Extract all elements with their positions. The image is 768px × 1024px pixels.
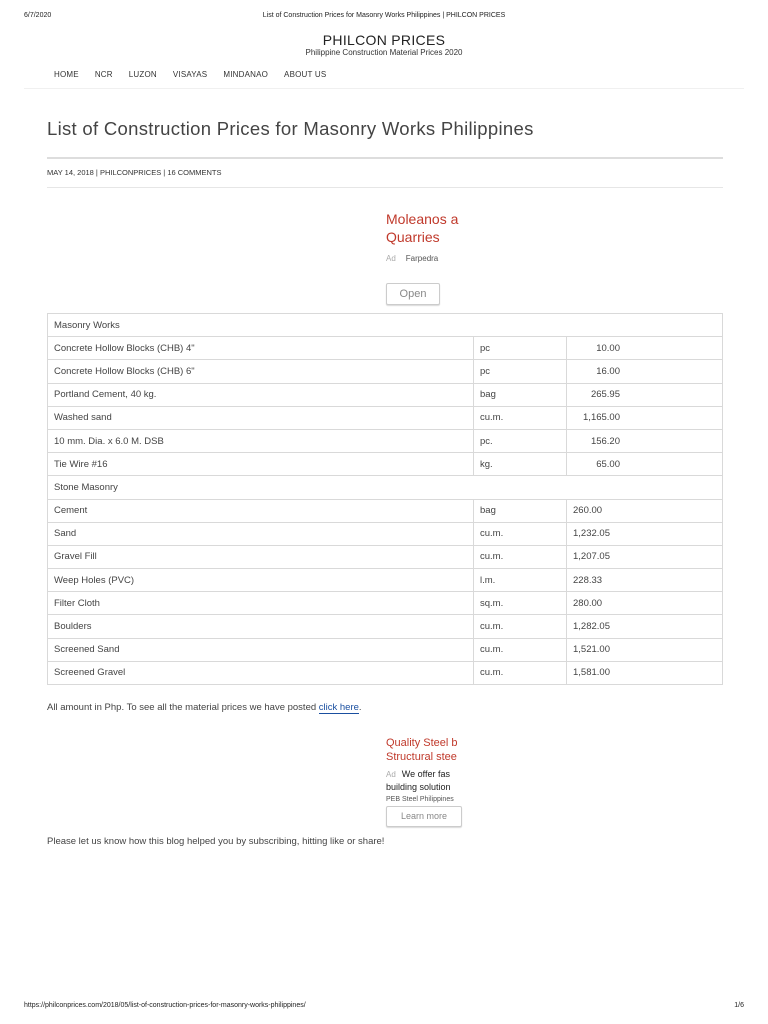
item-name-cell: Screened Gravel (48, 661, 474, 684)
ad-1-label: Ad (386, 254, 396, 263)
main-nav (54, 70, 342, 79)
click-here-link[interactable]: click here (318, 702, 359, 713)
table-row (48, 383, 723, 406)
closing-text: Please let us know how this blog helped you by subscribing, hitting like or share! (47, 836, 385, 847)
nav-item-visayas[interactable]: VISAYAS (172, 70, 208, 79)
item-name-cell: Cement (48, 499, 474, 522)
price-cell: 265.95 (567, 383, 723, 406)
item-name-cell: Sand (48, 522, 474, 545)
item-name-cell: Tie Wire #16 (48, 453, 474, 476)
table-row (48, 337, 723, 360)
ad-2-title-line-2[interactable]: Structural stee (386, 751, 457, 763)
table-row (48, 545, 723, 568)
print-header (24, 12, 744, 19)
item-name-cell: Concrete Hollow Blocks (CHB) 4" (48, 337, 474, 360)
item-name-cell: Weep Holes (PVC) (48, 569, 474, 592)
price-cell: 1,232.05 (567, 522, 723, 545)
unit-cell: cu.m. (474, 638, 567, 661)
price-cell: 260.00 (567, 499, 723, 522)
unit-cell: pc (474, 360, 567, 383)
post-meta: MAY 14, 2018 | PHILCONPRICES | 16 COMMENTS (47, 168, 222, 177)
price-cell: 1,165.00 (567, 406, 723, 429)
ad-banner-2[interactable] (386, 736, 464, 803)
unit-cell: pc (474, 337, 567, 360)
table-row (48, 638, 723, 661)
table-row (48, 499, 723, 522)
meta-divider (47, 187, 723, 188)
nav-divider (24, 88, 744, 89)
ad-1-source: Farpedra (405, 254, 439, 263)
unit-cell: cu.m. (474, 406, 567, 429)
price-cell: 16.00 (567, 360, 723, 383)
table-row (48, 592, 723, 615)
unit-cell: pc. (474, 429, 567, 452)
table-row (48, 569, 723, 592)
table-row (48, 360, 723, 383)
unit-cell: bag (474, 499, 567, 522)
section-heading: Masonry Works (48, 314, 723, 337)
nav-item-ncr[interactable]: NCR (94, 70, 113, 79)
item-name-cell: Portland Cement, 40 kg. (48, 383, 474, 406)
site-tagline: Philippine Construction Material Prices 2020 (305, 48, 463, 57)
print-doc-title: List of Construction Prices for Masonry Works Philippines | PHILCON PRICES (262, 12, 506, 19)
item-name-cell: 10 mm. Dia. x 6.0 M. DSB (48, 429, 474, 452)
nav-item-home[interactable]: HOME (54, 70, 79, 79)
price-cell: 10.00 (567, 337, 723, 360)
unit-cell: l.m. (474, 569, 567, 592)
price-cell: 280.00 (567, 592, 723, 615)
item-name-cell: Gravel Fill (48, 545, 474, 568)
table-row (48, 406, 723, 429)
nav-item-about-us[interactable]: ABOUT US (284, 70, 327, 79)
ad-2-learn-more-button[interactable]: Learn more (386, 806, 462, 827)
unit-cell: cu.m. (474, 661, 567, 684)
item-name-cell: Boulders (48, 615, 474, 638)
table-row (48, 453, 723, 476)
site-title[interactable]: PHILCON PRICES (322, 32, 446, 48)
price-cell: 228.33 (567, 569, 723, 592)
price-note (47, 702, 362, 713)
nav-item-luzon[interactable]: LUZON (128, 70, 157, 79)
unit-cell: sq.m. (474, 592, 567, 615)
table-row (48, 522, 723, 545)
price-cell: 1,282.05 (567, 615, 723, 638)
section-heading: Stone Masonry (48, 476, 723, 499)
item-name-cell: Filter Cloth (48, 592, 474, 615)
note-text: All amount in Php. To see all the material prices we have posted (47, 702, 319, 713)
unit-cell: cu.m. (474, 615, 567, 638)
price-cell: 1,521.00 (567, 638, 723, 661)
price-cell: 1,581.00 (567, 661, 723, 684)
ad-2-desc-line-2: building solution (386, 782, 451, 792)
print-footer (24, 1002, 744, 1009)
unit-cell: cu.m. (474, 522, 567, 545)
price-cell: 65.00 (567, 453, 723, 476)
title-divider (47, 157, 723, 159)
print-date: 6/7/2020 (24, 12, 52, 19)
ad-2-title-line-1[interactable]: Quality Steel b (386, 737, 458, 749)
ad-2-source: PEB Steel Philippines (386, 796, 454, 803)
table-row (48, 429, 723, 452)
price-cell: 156.20 (567, 429, 723, 452)
ad-2-desc-line-1: We offer fas (401, 769, 450, 779)
ad-1-open-button[interactable]: Open (386, 283, 440, 305)
table-section-row (48, 314, 723, 337)
post-title: List of Construction Prices for Masonry Works Philippines (47, 118, 534, 139)
unit-cell: bag (474, 383, 567, 406)
unit-cell: cu.m. (474, 545, 567, 568)
ad-2-label: Ad (386, 770, 396, 779)
print-page-number: 1/6 (734, 1002, 744, 1009)
item-name-cell: Washed sand (48, 406, 474, 429)
print-url: https://philconprices.com/2018/05/list-of-construction-prices-for-masonry-works-philippines/ (24, 1002, 306, 1009)
price-table (47, 313, 723, 685)
unit-cell: kg. (474, 453, 567, 476)
item-name-cell: Concrete Hollow Blocks (CHB) 6" (48, 360, 474, 383)
ad-banner-1[interactable] (386, 210, 476, 263)
table-row (48, 661, 723, 684)
note-suffix: . (358, 702, 362, 713)
item-name-cell: Screened Sand (48, 638, 474, 661)
ad-1-title[interactable]: Moleanos a Quarries (386, 211, 459, 245)
table-section-row (48, 476, 723, 499)
price-cell: 1,207.05 (567, 545, 723, 568)
nav-item-mindanao[interactable]: MINDANAO (223, 70, 269, 79)
table-row (48, 615, 723, 638)
